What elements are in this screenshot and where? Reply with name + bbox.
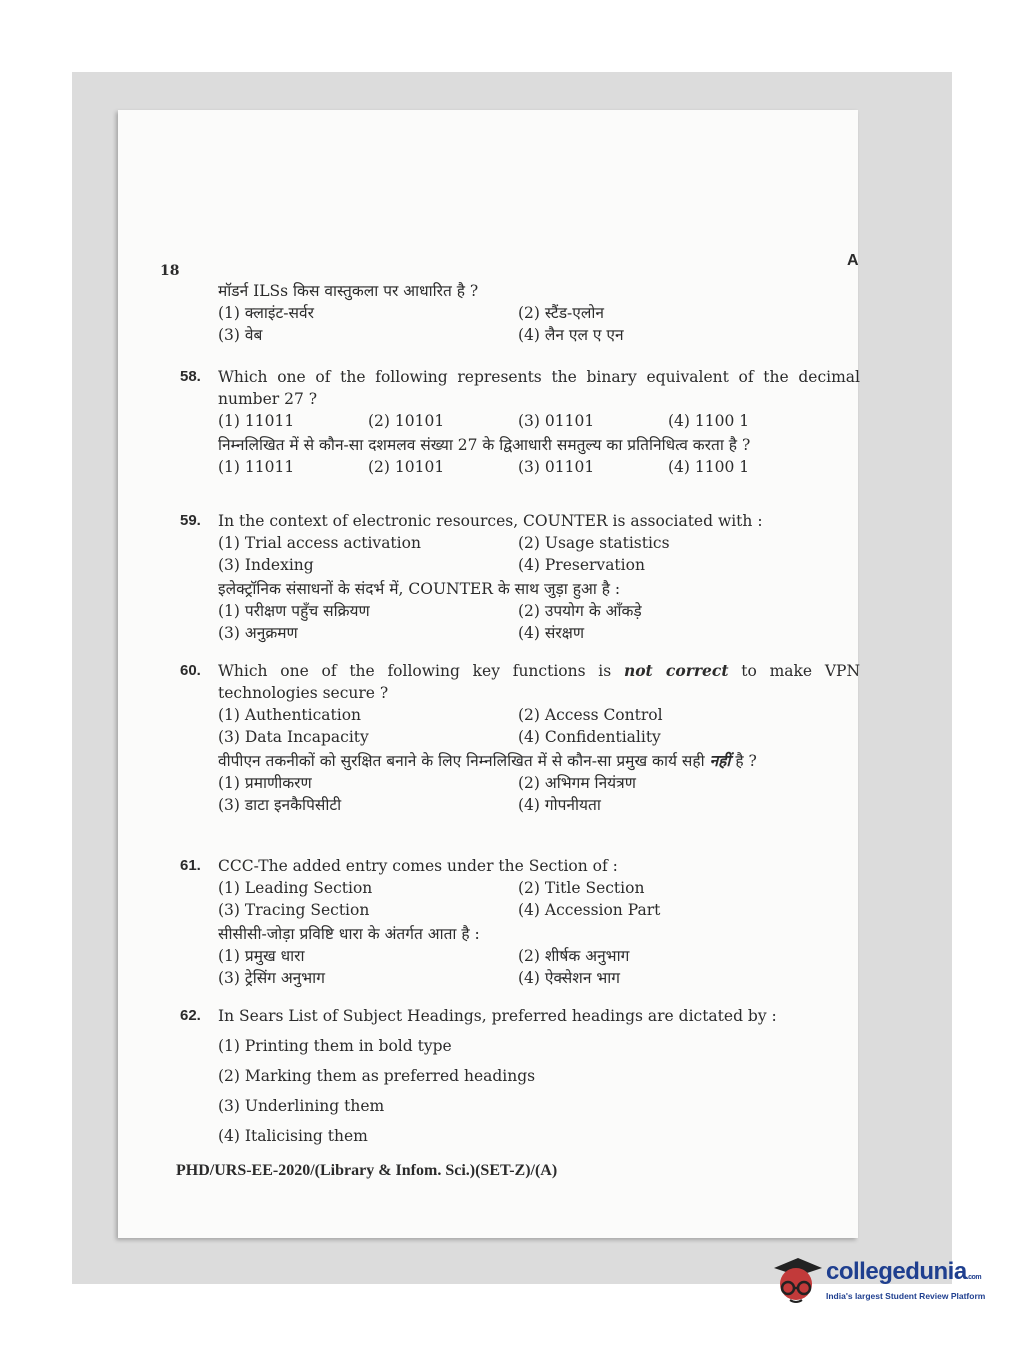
brand-name: collegedunia.com — [826, 1258, 982, 1285]
option-4-hi: (4) ऐक्सेशन भाग — [518, 969, 620, 987]
option-2-hi: (2) अभिगम नियंत्रण — [518, 774, 636, 792]
question-text-en: CCC-The added entry comes under the Section of : — [218, 857, 618, 875]
option-3-hi: (3) ट्रेसिंग अनुभाग — [218, 969, 325, 987]
option-2-hi: (2) 10101 — [368, 458, 445, 476]
question-number: 60. — [180, 662, 201, 679]
question-text-hi: सीसीसी-जोड़ा प्रविष्टि धारा के अंतर्गत आता है : — [218, 925, 480, 943]
paper-code-footer: PHD/URS-EE-2020/(Library & Infom. Sci.)(SET-Z)/(A) — [176, 1162, 558, 1179]
option-4-en: (4) Preservation — [518, 556, 645, 574]
question-text-en: In the context of electronic resources, COUNTER is associated with : — [218, 512, 763, 530]
question-number: 61. — [180, 857, 201, 874]
option-2-en: (2) 10101 — [368, 412, 445, 430]
option-3-en: (3) Indexing — [218, 556, 314, 574]
option-1-hi: (1) परीक्षण पहुँच सक्रियण — [218, 602, 370, 620]
mascot-icon — [770, 1254, 822, 1310]
option-1-en: (1) Authentication — [218, 706, 362, 724]
brand-tagline: India's largest Student Review Platform — [826, 1291, 986, 1301]
option-2-en: (2) Marking them as preferred headings — [218, 1067, 536, 1085]
option-2-hi: (2) उपयोग के आँकड़े — [518, 602, 642, 620]
option-2-en: (2) Access Control — [518, 706, 663, 724]
option-3-en: (3) Underlining them — [218, 1097, 385, 1115]
option-4-en: (4) 1100 1 — [668, 412, 750, 430]
option-4-hi: (4) गोपनीयता — [518, 796, 601, 814]
emphasis-not-correct: not correct — [623, 661, 729, 680]
question-text-hi: वीपीएन तकनीकों को सुरक्षित बनाने के लिए निम्नलिखित में से कौन-सा प्रमुख कार्य सही नहीं है ? — [218, 751, 757, 770]
option-3-hi: (3) डाटा इनकैपिसीटी — [218, 796, 342, 814]
option-4-hi: (4) 1100 1 — [668, 458, 750, 476]
option-4-hi: (4) लैन एल ए एन — [518, 326, 624, 344]
question-text-hi: मॉडर्न ILSs किस वास्तुकला पर आधारित है ? — [218, 282, 479, 300]
question-61 — [180, 855, 860, 989]
option-2-en: (2) Usage statistics — [518, 534, 670, 552]
question-58 — [180, 366, 860, 478]
option-2-hi: (2) शीर्षक अनुभाग — [518, 947, 630, 965]
option-3-en: (3) Data Incapacity — [218, 728, 369, 746]
option-3-hi: (3) वेब — [218, 326, 263, 344]
question-62 — [180, 1005, 860, 1155]
question-text-en: Which one of the following represents the binary equivalent of the decimal number 27 ? — [218, 368, 860, 408]
question-text-hi: निम्नलिखित में से कौन-सा दशमलव संख्या 27 के द्विआधारी समतुल्य का प्रतिनिधित्व करता है ? — [218, 436, 751, 454]
option-3-hi: (3) 01101 — [518, 458, 595, 476]
question-text-hi: इलेक्ट्रॉनिक संसाधनों के संदर्भ में, COUNTER के साथ जुड़ा हुआ है : — [218, 580, 621, 598]
option-1-hi: (1) प्रमाणीकरण — [218, 774, 312, 792]
option-1-hi: (1) 11011 — [218, 458, 295, 476]
option-1-en: (1) Printing them in bold type — [218, 1037, 452, 1055]
option-3-en: (3) Tracing Section — [218, 901, 370, 919]
question-57 — [180, 280, 860, 346]
option-2-hi: (2) स्टैंड-एलोन — [518, 304, 604, 322]
question-59 — [180, 510, 860, 644]
set-letter: A — [847, 252, 859, 269]
emphasis-nahi: नहीं — [709, 751, 731, 770]
option-4-en: (4) Italicising them — [218, 1127, 368, 1145]
option-1-en: (1) 11011 — [218, 412, 295, 430]
question-60 — [180, 660, 860, 816]
question-number: 62. — [180, 1007, 201, 1024]
option-3-hi: (3) अनुक्रमण — [218, 624, 298, 642]
option-1-hi: (1) क्लाइंट-सर्वर — [218, 304, 314, 322]
question-number: 59. — [180, 512, 201, 529]
question-number: 58. — [180, 368, 201, 385]
option-1-en: (1) Leading Section — [218, 879, 373, 897]
page-number: 18 — [160, 263, 180, 279]
question-text-en: In Sears List of Subject Headings, preferred headings are dictated by : — [218, 1007, 777, 1025]
option-1-hi: (1) प्रमुख धारा — [218, 947, 305, 965]
option-1-en: (1) Trial access activation — [218, 534, 421, 552]
question-text-en: Which one of the following key functions is not correct to make VPN technologies secure ? — [218, 661, 861, 702]
option-4-en: (4) Confidentiality — [518, 728, 661, 746]
option-3-en: (3) 01101 — [518, 412, 595, 430]
option-2-en: (2) Title Section — [518, 879, 645, 897]
option-4-hi: (4) संरक्षण — [518, 624, 585, 642]
option-4-en: (4) Accession Part — [518, 901, 661, 919]
collegedunia-watermark — [770, 1254, 1000, 1314]
